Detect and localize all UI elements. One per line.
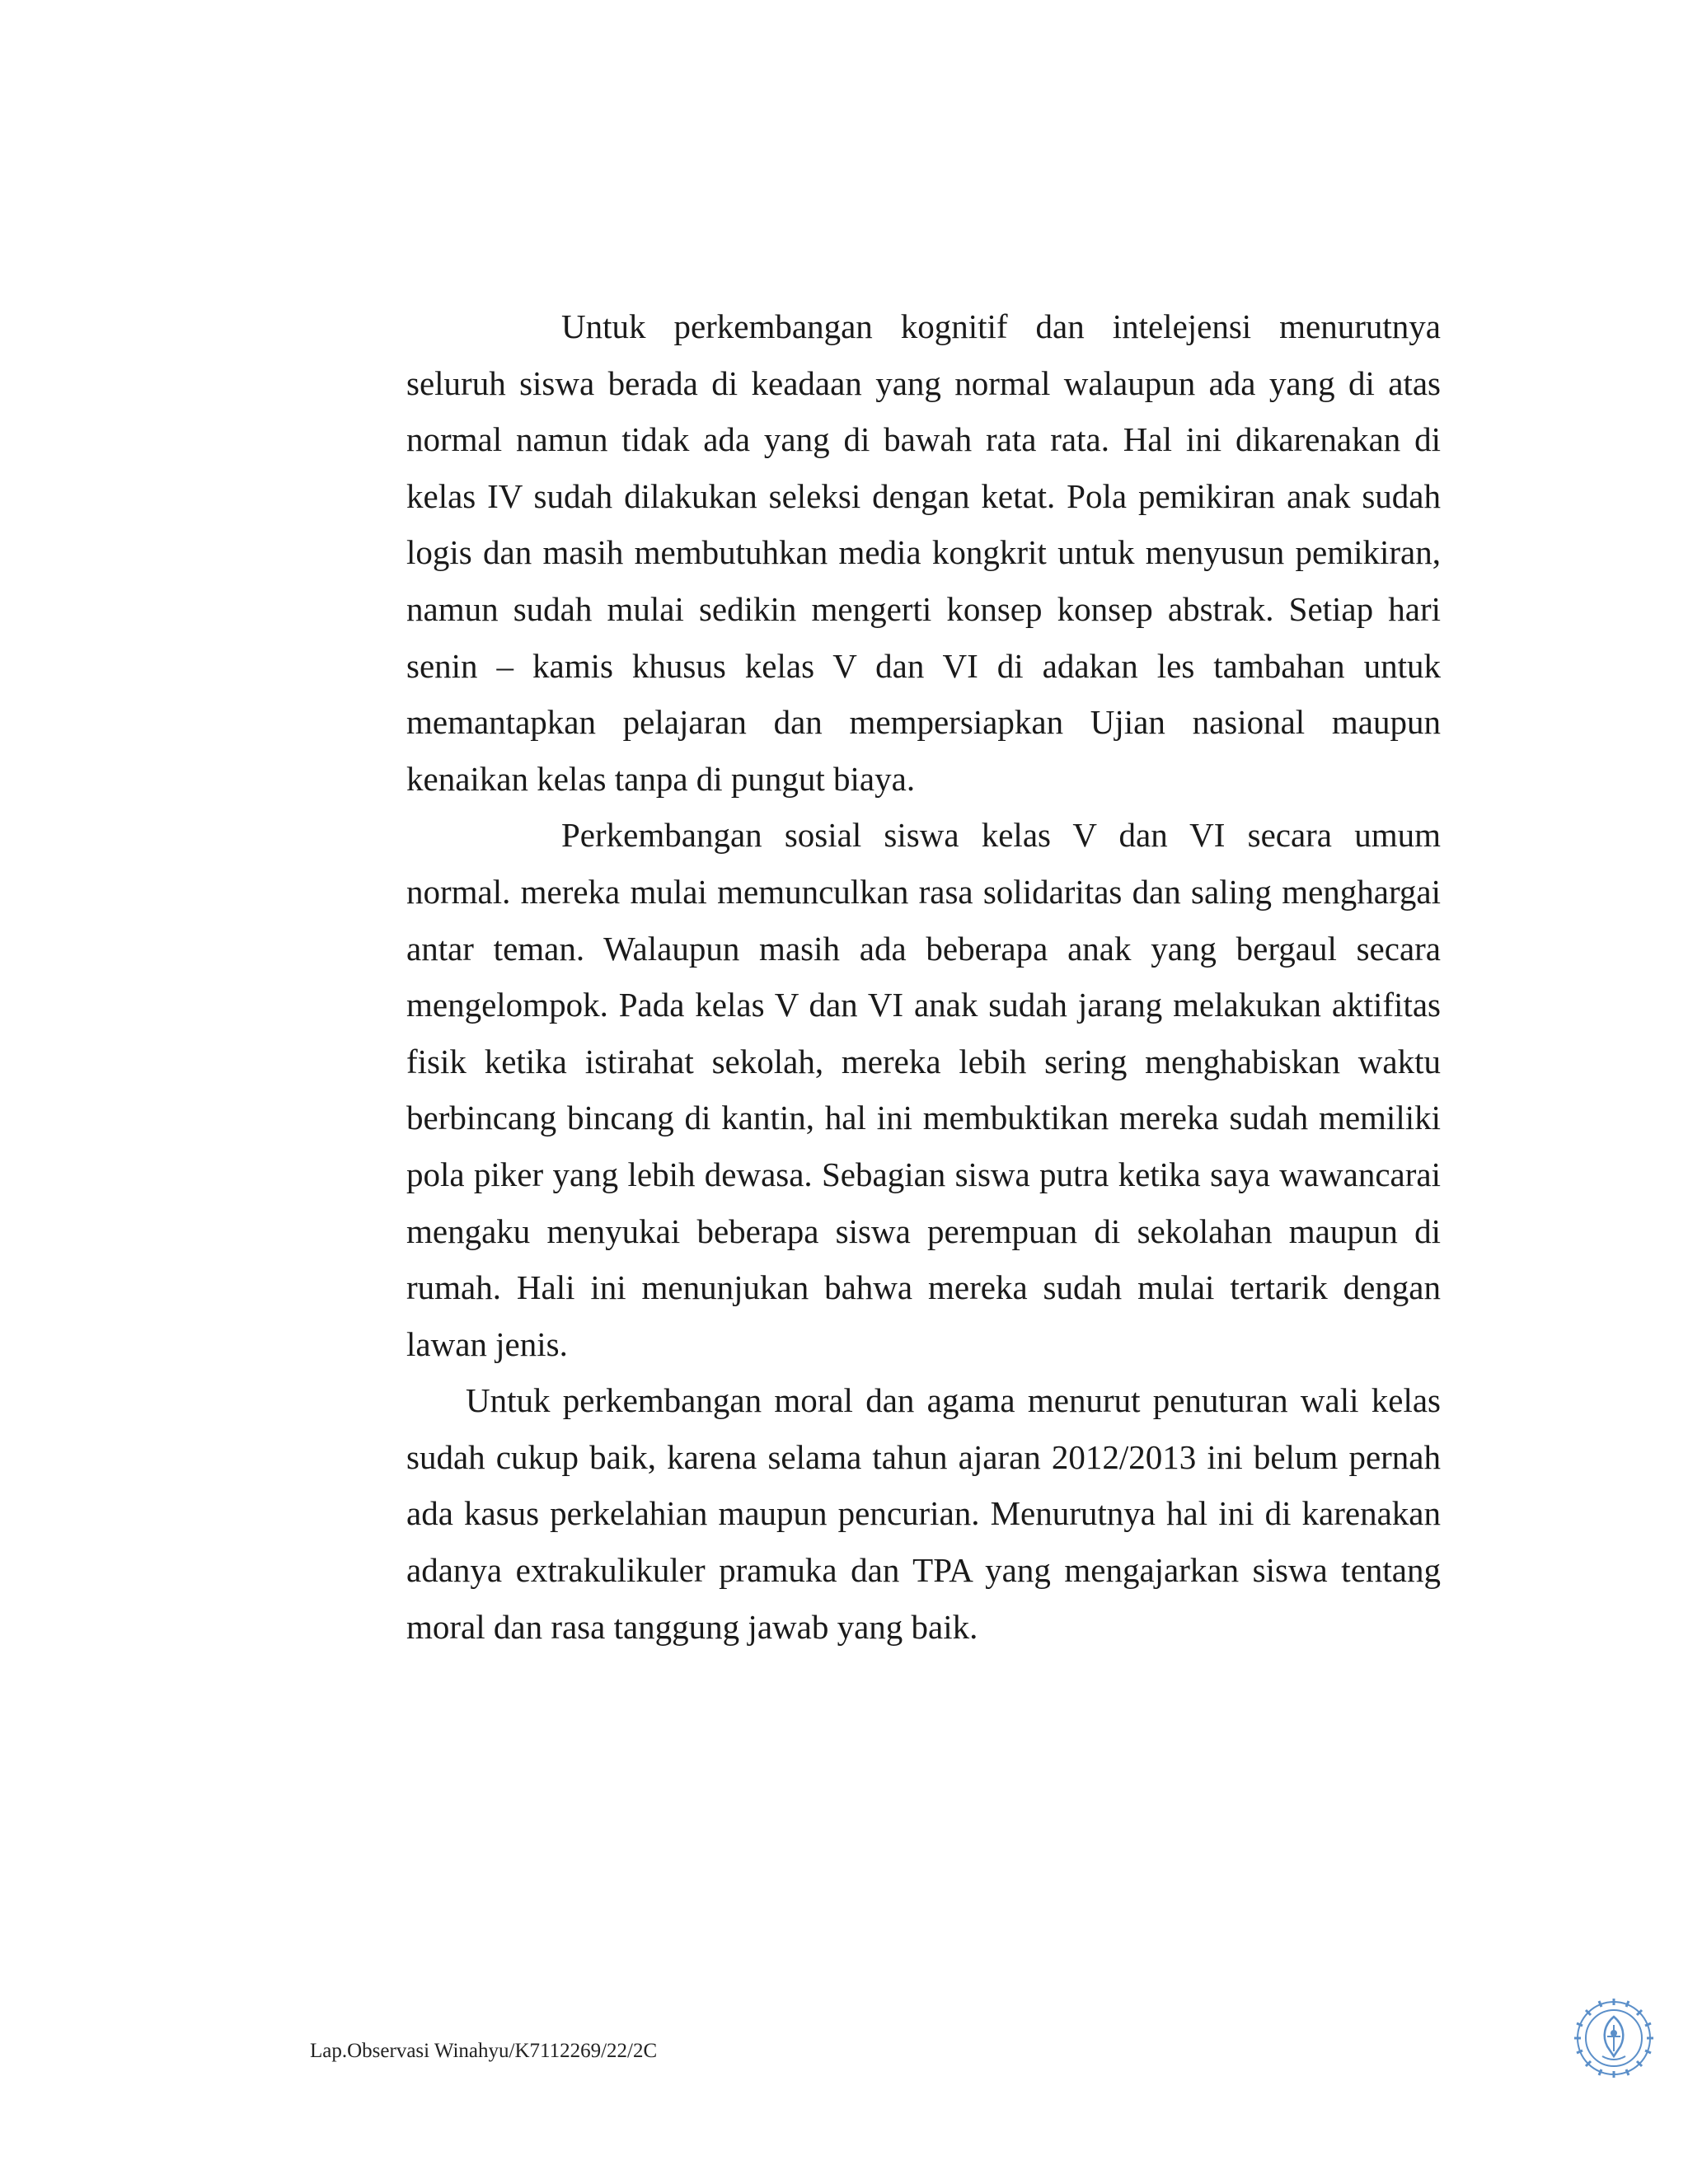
paragraph-moral-religious-development: Untuk perkembangan moral dan agama menurut penuturan wali kelas sudah cukup baik, karena selama tahun ajaran 2012/2013 ini belum pernah ada kasus perkelahian maupun pencurian. Menurutnya hal ini di karenakan adanya extrakulikuler pramuka dan TPA yang mengajarkan siswa tentang moral dan rasa tanggung jawab yang baik. — [406, 1381, 1441, 1646]
footer-label: Lap.Observasi Winahyu/K7112269/22/2C — [310, 2040, 658, 2062]
paragraph-social-development: Perkembangan sosial siswa kelas V dan VI secara umum normal. mereka mulai memunculkan rasa solidaritas dan saling menghargai antar teman. Walaupun masih ada beberapa anak yang bergaul secara mengelompok. Pada kelas V dan VI anak sudah jarang melakukan aktifitas fisik ketika istirahat sekolah, mereka lebih sering menghabiskan waktu berbincang bincang di kantin, hal ini membuktikan mereka sudah memiliki pola piker yang lebih dewasa. Sebagian siswa putra ketika saya wawancarai mengaku menyukai beberapa siswa perempuan di sekolahan maupun di rumah. Hali ini menunjukan bahwa mereka sudah mulai tertarik dengan lawan jenis. — [406, 816, 1441, 1363]
paragraph-cognitive-development: Untuk perkembangan kognitif dan intelejensi menurutnya seluruh siswa berada di keadaan yang normal walaupun ada yang di atas normal namun tidak ada yang di bawah rata rata. Hal ini dikarenakan di kelas IV sudah dilakukan seleksi dengan ketat. Pola pemikiran anak sudah logis dan masih membutuhkan media kongkrit untuk menyusun pemikiran, namun sudah mulai sedikin mengerti konsep konsep abstrak. Setiap hari senin – kamis khusus kelas V dan VI di adakan les tambahan untuk memantapkan pelajaran dan mempersiapkan Ujian nasional maupun kenaikan kelas tanpa di pungut biaya. — [406, 307, 1441, 798]
university-seal-icon — [1573, 1997, 1655, 2079]
document-body — [406, 298, 1441, 1655]
